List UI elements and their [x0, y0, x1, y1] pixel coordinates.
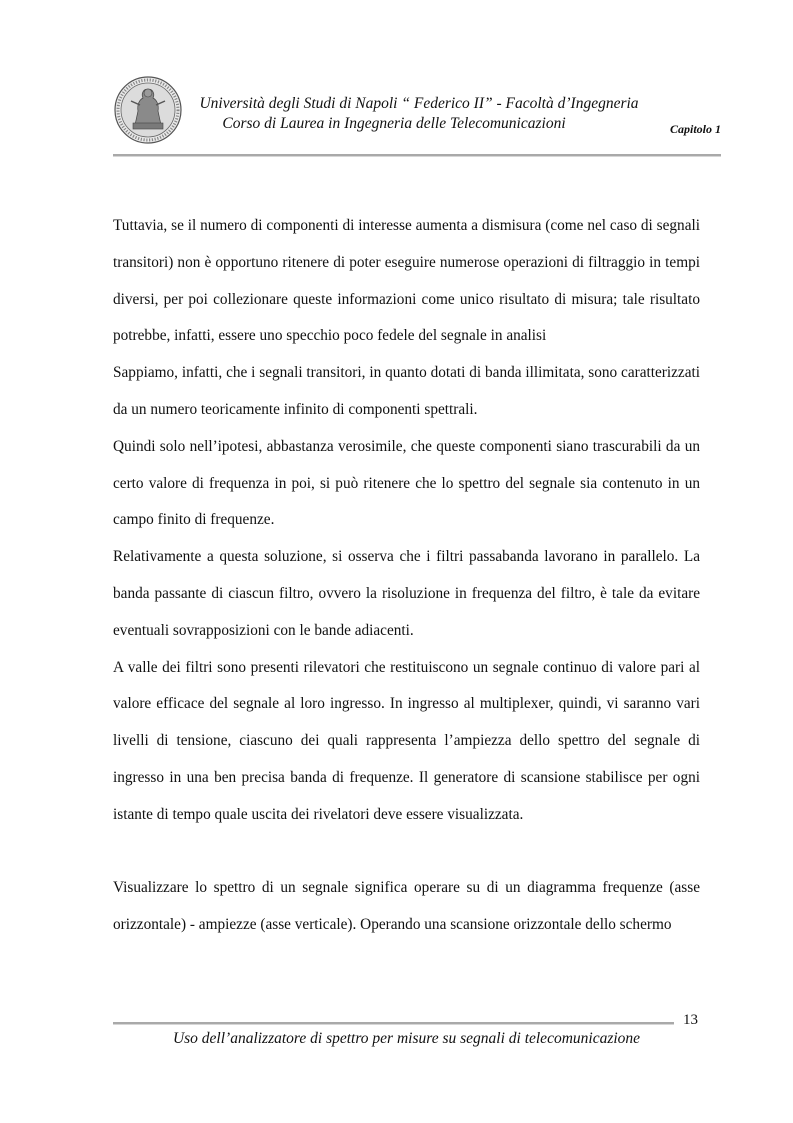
paragraph: Visualizzare lo spettro di un segnale significa operare su di un diagramma frequenze (asse orizzontale) - ampiezze (asse verticale). Operando una scansione orizzontale dello schermo: [113, 879, 700, 934]
paragraph: Quindi solo nell’ipotesi, abbastanza verosimile, che queste componenti siano trascurabili da un certo valore di frequenza in poi, si può ritenere che lo spettro del segnale sia contenuto in un campo finito di frequenze.: [113, 437, 700, 529]
header-course: Corso di Laurea in Ingegneria delle Telecomunicazioni: [222, 115, 566, 132]
page-number: 13: [683, 1012, 698, 1028]
footer-title: Uso dell’analizzatore di spettro per misure su segnali di telecomunicazione: [172, 1030, 641, 1047]
paragraph: Relativamente a questa soluzione, si osserva che i filtri passabanda lavorano in parallelo. La banda passante di ciascun filtro, ovvero la risoluzione in frequenza del filtro, è tale da evitare eventuali sovrapposizioni con le bande adiacenti.: [113, 548, 700, 639]
chapter-label: Capitolo 1: [669, 122, 721, 136]
seal-emblem-icon: [113, 75, 183, 145]
header-divider: [113, 154, 721, 157]
paragraph: Tuttavia, se il numero di componenti di interesse aumenta a dismisura (come nel caso di segnali transitori) non è opportuno ritenere di poter eseguire numerose operazioni di filtraggio in tempi diversi, per poi collezionare queste informazioni come unico risultato di misura; tale risultato potrebbe, infatti, essere uno specchio poco fedele del segnale in analisi: [113, 217, 700, 345]
paragraph: A valle dei filtri sono presenti rilevatori che restituiscono un segnale continuo di valore pari al valore efficace del segnale al loro ingresso. In ingresso al multiplexer, quindi, vi saranno vari livelli di tensione, ciascuno dei quali rappresenta l’ampiezza dello spettro del segnale di ingresso in una ben precisa banda di frequenze. Il generatore di scansione stabilisce per ogni istante di tempo quale uscita dei rivelatori deve essere visualizzata.: [113, 658, 700, 823]
header-university: Università degli Studi di Napoli “ Federico II” - Facoltà d’Ingegneria: [199, 95, 639, 112]
footer-divider: [113, 1022, 674, 1025]
page-body: [113, 208, 700, 944]
university-seal-logo: [113, 75, 183, 145]
paragraph: Sappiamo, infatti, che i segnali transitori, in quanto dotati di banda illimitata, sono caratterizzati da un numero teoricamente infinito di componenti spettrali.: [113, 364, 700, 418]
